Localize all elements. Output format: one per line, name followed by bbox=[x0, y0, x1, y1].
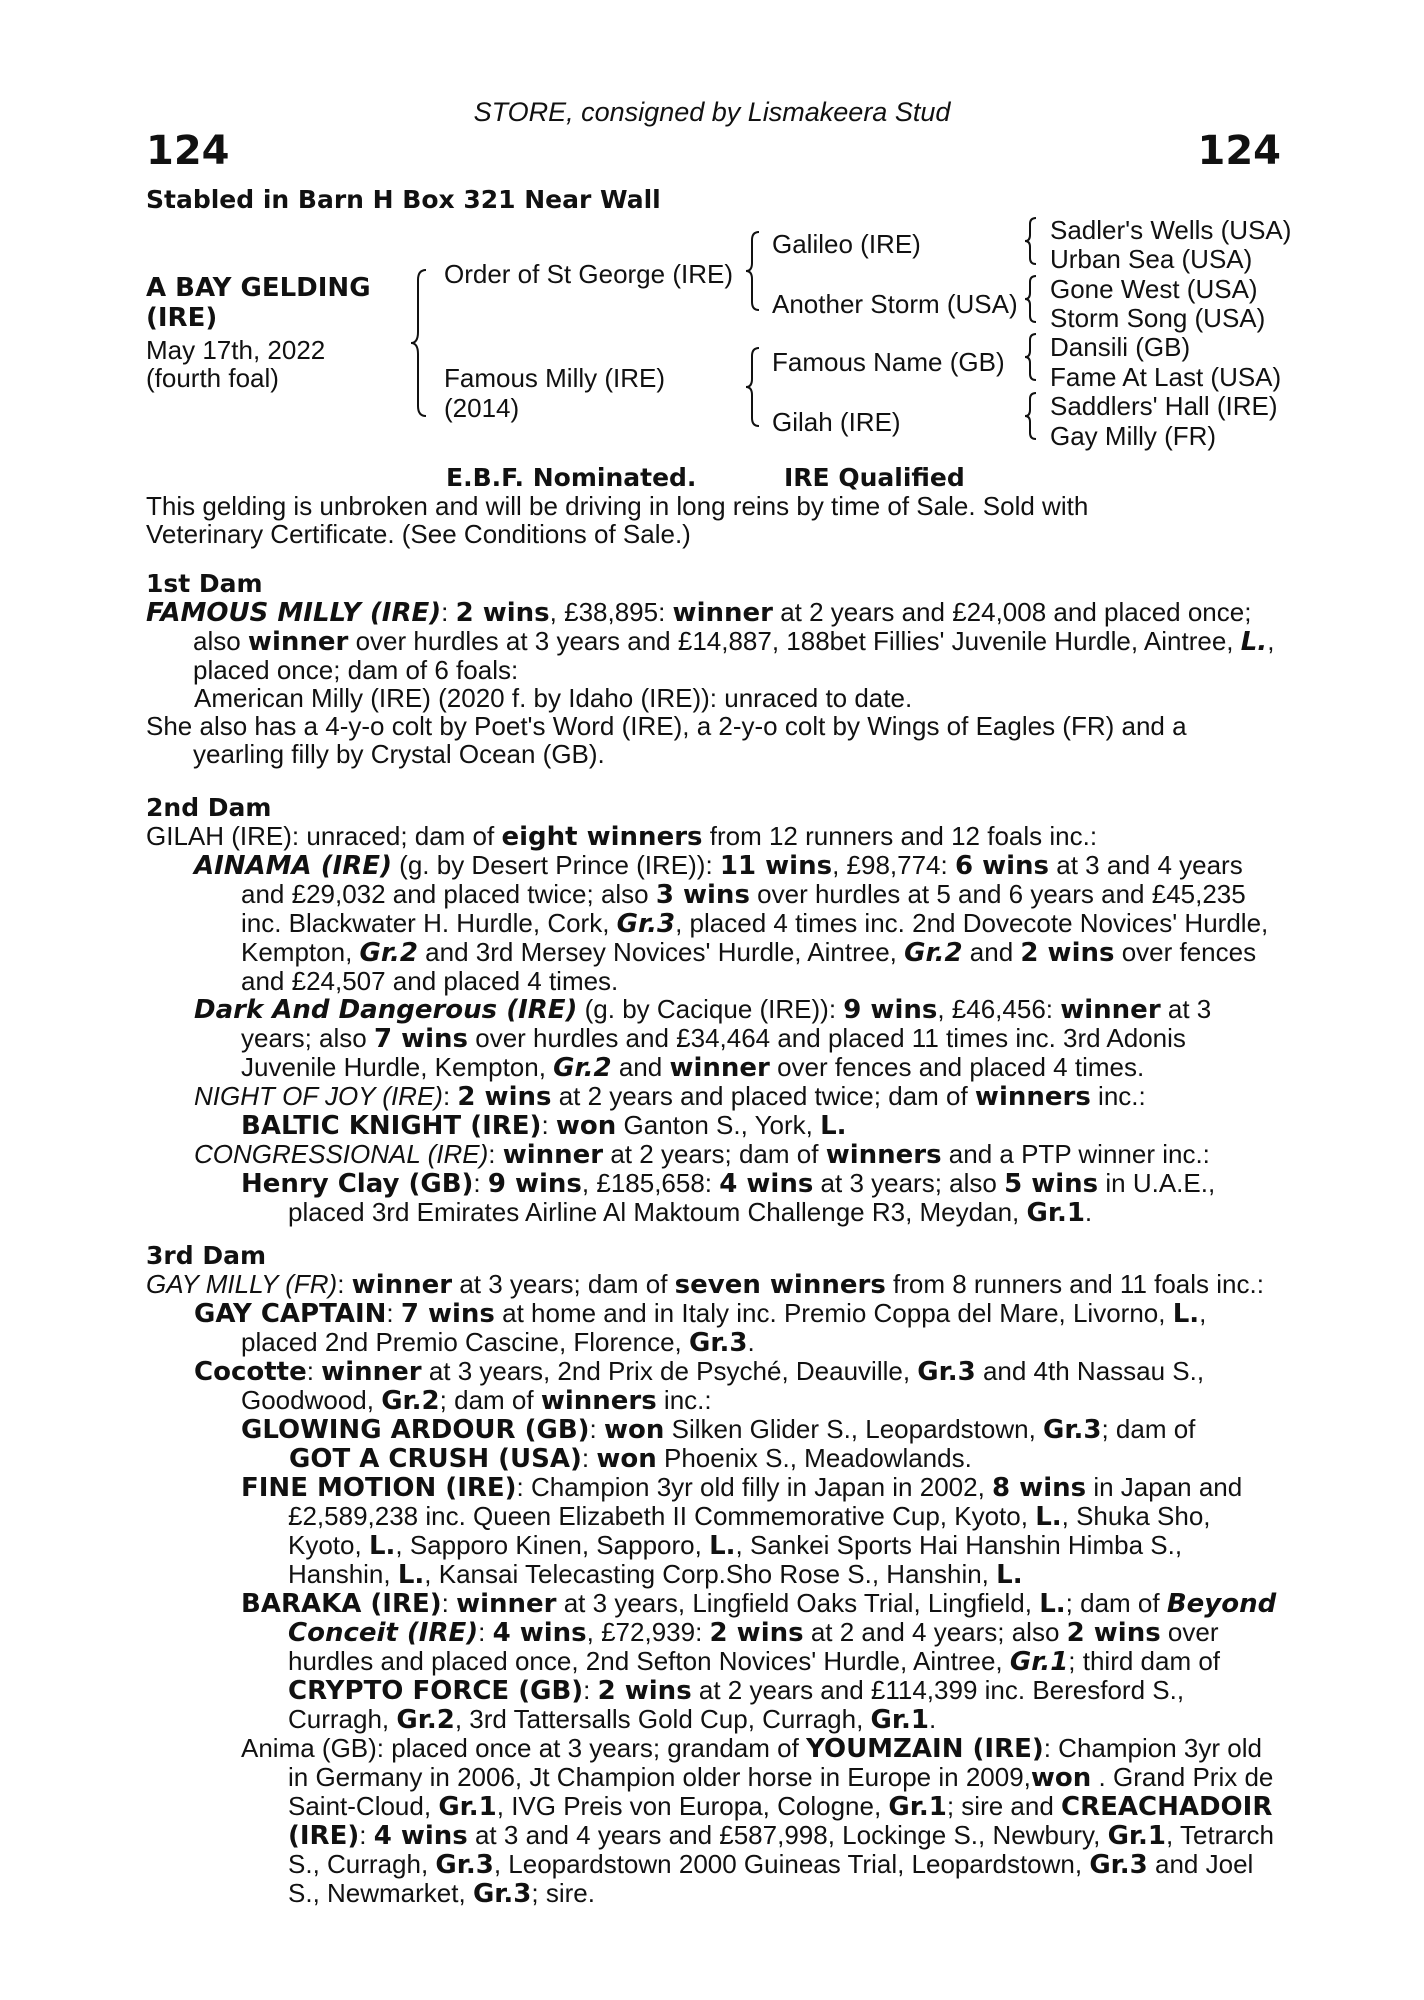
progeny-henry-clay: Henry Clay (GB): 9 wins, £185,658: 4 wins at 3 years; also 5 wins in U.A.E., placed 3rd Emirates Airline Al Maktoum Challenge R3, Meydan, Gr.1. bbox=[241, 1168, 1216, 1228]
pedigree-sire-sire: Galileo (IRE) bbox=[772, 229, 921, 259]
progeny-cocotte: Cocotte: winner at 3 years, 2nd Prix de Psyché, Deauville, Gr.3 and 4th Nassau S., Goodwood, Gr.2; dam of winners inc.: bbox=[194, 1356, 1205, 1416]
ebf-nominated: E.B.F. Nominated. bbox=[446, 463, 697, 492]
progeny-baltic-knight: BALTIC KNIGHT (IRE): won Ganton S., York, L. bbox=[241, 1110, 847, 1141]
pedigree-dam: Famous Milly (IRE) bbox=[444, 363, 666, 393]
progeny-night-of-joy: NIGHT OF JOY (IRE): 2 wins at 2 years and placed twice; dam of winners inc.: bbox=[194, 1081, 1146, 1112]
pedigree-ds-sire: Dansili (GB) bbox=[1050, 332, 1191, 362]
first-dam-record: FAMOUS MILLY (IRE): 2 wins, £38,895: winner at 2 years and £24,008 and placed once; also winner over hurdles at 3 years and £14,887, 188bet Fillies' Juvenile Hurdle, Aintree, L., placed once; dam of 6 foals: bbox=[146, 597, 1275, 685]
second-dam-heading: 2nd Dam bbox=[146, 793, 272, 822]
pedigree-brace-main bbox=[408, 268, 432, 418]
horse-foal-number: (fourth foal) bbox=[146, 363, 279, 393]
pedigree-brace-sire bbox=[744, 230, 764, 312]
consignor-line: STORE, consigned by Lismakeera Stud bbox=[473, 97, 951, 127]
progeny-glowing-ardour: GLOWING ARDOUR (GB): won Silken Glider S., Leopardstown, Gr.3; dam of bbox=[241, 1414, 1196, 1445]
pedigree-brace-dam bbox=[744, 346, 764, 428]
first-dam-heading: 1st Dam bbox=[146, 569, 263, 598]
pedigree-dd-sire: Saddlers' Hall (IRE) bbox=[1050, 391, 1278, 421]
progeny-got-a-crush: GOT A CRUSH (USA): won Phoenix S., Meadowlands. bbox=[289, 1443, 972, 1474]
horse-dob: May 17th, 2022 bbox=[146, 335, 326, 365]
progeny-baraka: BARAKA (IRE): winner at 3 years, Lingfield Oaks Trial, Lingfield, L.; dam of Beyond Conceit (IRE): 4 wins, £72,939: 2 wins at 2 and 4 years; also 2 wins over hurdles and placed once, 2nd Sefton Novices' Hurdle, Aintree, Gr.1; third dam of CRYPTO FORCE (GB): 2 wins at 2 years and £114,399 inc. Beresford S., Curragh, Gr.2, 3rd Tattersalls Gold Cup, Curragh, Gr.1. bbox=[241, 1588, 1277, 1735]
stabled-location: Stabled in Barn H Box 321 Near Wall bbox=[146, 185, 661, 214]
pedigree-sd-dam: Storm Song (USA) bbox=[1050, 303, 1266, 333]
pedigree-ds-dam: Fame At Last (USA) bbox=[1050, 362, 1282, 392]
pedigree-brace-ss bbox=[1022, 216, 1040, 266]
sale-note-line1: This gelding is unbroken and will be driving in long reins by time of Sale. Sold with bbox=[146, 491, 1089, 521]
progeny-gay-captain: GAY CAPTAIN: 7 wins at home and in Italy inc. Premio Coppa del Mare, Livorno, L., placed 2nd Premio Cascine, Florence, Gr.3. bbox=[194, 1298, 1207, 1358]
third-dam-section bbox=[146, 1242, 1282, 1908]
pedigree-ss-sire: Sadler's Wells (USA) bbox=[1050, 215, 1292, 245]
lot-number-right: 124 bbox=[1197, 128, 1281, 174]
progeny-ainama: AINAMA (IRE) (g. by Desert Prince (IRE)): 11 wins, £98,774: 6 wins at 3 and 4 years and £29,032 and placed twice; also 3 wins over hurdles at 5 and 6 years and £45,235 inc. Blackwater H. Hurdle, Cork, Gr.3, placed 4 times inc. 2nd Dovecote Novices' Hurdle, Kempton, Gr.2 and 3rd Mersey Novices' Hurdle, Aintree, Gr.2 and 2 wins over fences and £24,507 and placed 4 times. bbox=[194, 850, 1269, 996]
lot-number-left: 124 bbox=[146, 128, 230, 174]
third-dam-record: GAY MILLY (FR): winner at 3 years; dam of seven winners from 8 runners and 11 foals inc.: bbox=[146, 1269, 1264, 1300]
pedigree-sire-dam: Another Storm (USA) bbox=[772, 289, 1018, 319]
pedigree-dam-year: (2014) bbox=[444, 393, 520, 423]
pedigree-brace-sd bbox=[1022, 274, 1040, 324]
progeny-fine-motion: FINE MOTION (IRE): Champion 3yr old filly in Japan in 2002, 8 wins in Japan and £2,589,238 inc. Queen Elizabeth II Commemorative Cup, Kyoto, L., Shuka Sho, Kyoto, L., Sapporo Kinen, Sapporo, L., Sankei Sports Hai Hanshin Himba S., Hanshin, L., Kansai Telecasting Corp.Sho Rose S., Hanshin, L. bbox=[241, 1472, 1243, 1590]
pedigree-sire: Order of St George (IRE) bbox=[444, 259, 733, 289]
first-dam-section bbox=[146, 570, 1282, 768]
ire-qualified: IRE Qualified bbox=[784, 463, 965, 492]
progeny-congressional: CONGRESSIONAL (IRE): winner at 2 years; dam of winners and a PTP winner inc.: bbox=[194, 1139, 1210, 1170]
third-dam-heading: 3rd Dam bbox=[146, 1241, 266, 1270]
progeny-anima: Anima (GB): placed once at 3 years; grandam of YOUMZAIN (IRE): Champion 3yr old in Germany in 2006, Jt Champion older horse in Europe in 2009,won . Grand Prix de Saint-Cloud, Gr.1, IVG Preis von Europa, Cologne, Gr.1; sire and CREACHADOIR (IRE): 4 wins at 3 and 4 years and £587,998, Lockinge S., Newbury, Gr.1, Tetrarch S., Curragh, Gr.3, Leopardstown 2000 Guineas Trial, Leopardstown, Gr.3 and Joel S., Newmarket, Gr.3; sire. bbox=[241, 1733, 1274, 1909]
pedigree-ss-dam: Urban Sea (USA) bbox=[1050, 244, 1253, 274]
pedigree-dam-sire: Famous Name (GB) bbox=[772, 347, 1005, 377]
pedigree-brace-dd bbox=[1022, 391, 1040, 441]
horse-name-line1: A BAY GELDING bbox=[146, 273, 371, 303]
sale-note-line2: Veterinary Certificate. (See Conditions of Sale.) bbox=[146, 519, 691, 549]
first-dam-other-foals: She also has a 4-y-o colt by Poet's Word (IRE), a 2-y-o colt by Wings of Eagles (FR) and a yearling filly by Crystal Ocean (GB). bbox=[146, 711, 1187, 769]
pedigree-brace-ds bbox=[1022, 332, 1040, 382]
pedigree-sd-sire: Gone West (USA) bbox=[1050, 274, 1258, 304]
pedigree-dam-dam: Gilah (IRE) bbox=[772, 407, 901, 437]
horse-name-line2: (IRE) bbox=[146, 303, 218, 333]
pedigree-dd-dam: Gay Milly (FR) bbox=[1050, 421, 1217, 451]
first-dam-progeny: American Milly (IRE) (2020 f. by Idaho (IRE)): unraced to date. bbox=[194, 683, 913, 713]
progeny-dark-and-dangerous: Dark And Dangerous (IRE) (g. by Cacique (IRE)): 9 wins, £46,456: winner at 3 years; also 7 wins over hurdles and £34,464 and placed 11 times inc. 3rd Adonis Juvenile Hurdle, Kempton, Gr.2 and winner over fences and placed 4 times. bbox=[194, 994, 1212, 1083]
second-dam-record: GILAH (IRE): unraced; dam of eight winners from 12 runners and 12 foals inc.: bbox=[146, 821, 1098, 852]
second-dam-section bbox=[146, 794, 1282, 1227]
